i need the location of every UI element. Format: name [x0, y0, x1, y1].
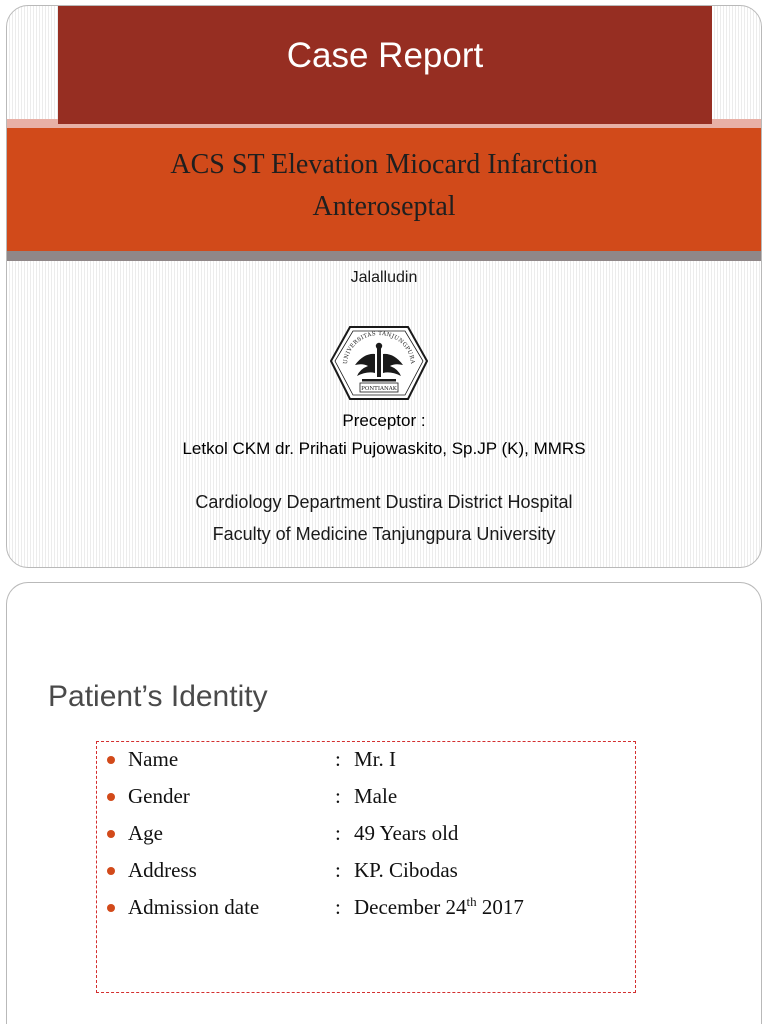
gray-divider [7, 251, 761, 261]
field-colon: : [335, 747, 341, 771]
identity-row [97, 784, 635, 814]
identity-row [97, 858, 635, 888]
field-label: Name [128, 747, 179, 771]
field-colon: : [335, 784, 341, 808]
subtitle-line-2: Anteroseptal [312, 191, 456, 222]
logo-text-top: UNIVERSITAS TANJUNGPURA [342, 330, 416, 365]
identity-row [97, 821, 635, 851]
bullet-icon [107, 793, 115, 801]
author-name: Jalalludin [350, 269, 418, 286]
field-value: Male [354, 784, 398, 808]
field-colon: : [335, 895, 341, 919]
bullet-icon [107, 756, 115, 764]
field-value: KP. Cibodas [354, 858, 458, 882]
university-logo-icon [330, 319, 428, 403]
case-subtitle [7, 144, 761, 228]
subtitle-line-1: ACS ST Elevation Miocard Infarction [170, 149, 598, 180]
field-label: Gender [128, 784, 190, 808]
field-label: Address [128, 858, 197, 882]
affiliation-faculty: Faculty of Medicine Tanjungpura University [212, 524, 556, 544]
patient-identity-slide [6, 582, 762, 1024]
field-colon: : [335, 821, 341, 845]
identity-box [96, 741, 636, 993]
date-year: 2017 [476, 895, 524, 919]
identity-row [97, 747, 635, 777]
bullet-icon [107, 830, 115, 838]
field-colon: : [335, 858, 341, 882]
title-box [58, 5, 712, 124]
preceptor-name: Letkol CKM dr. Prihati Pujowaskito, Sp.JP (K), MMRS [182, 439, 586, 458]
preceptor-label: Preceptor : [342, 411, 426, 430]
date-suffix: th [466, 894, 477, 909]
affiliation-department: Cardiology Department Dustira District Hospital [195, 492, 573, 512]
slide-title: Case Report [286, 36, 484, 75]
field-value: 49 Years old [354, 821, 459, 845]
bullet-icon [107, 867, 115, 875]
field-label: Age [128, 821, 163, 845]
date-main: December 24 [354, 895, 467, 919]
field-value: Mr. I [354, 747, 396, 771]
field-value [354, 895, 524, 920]
identity-row [97, 895, 635, 925]
bullet-icon [107, 904, 115, 912]
field-label: Admission date [128, 895, 260, 919]
section-heading: Patient’s Identity [48, 680, 268, 713]
logo-text-bottom: PONTIANAK [361, 386, 397, 392]
title-slide [6, 5, 762, 568]
